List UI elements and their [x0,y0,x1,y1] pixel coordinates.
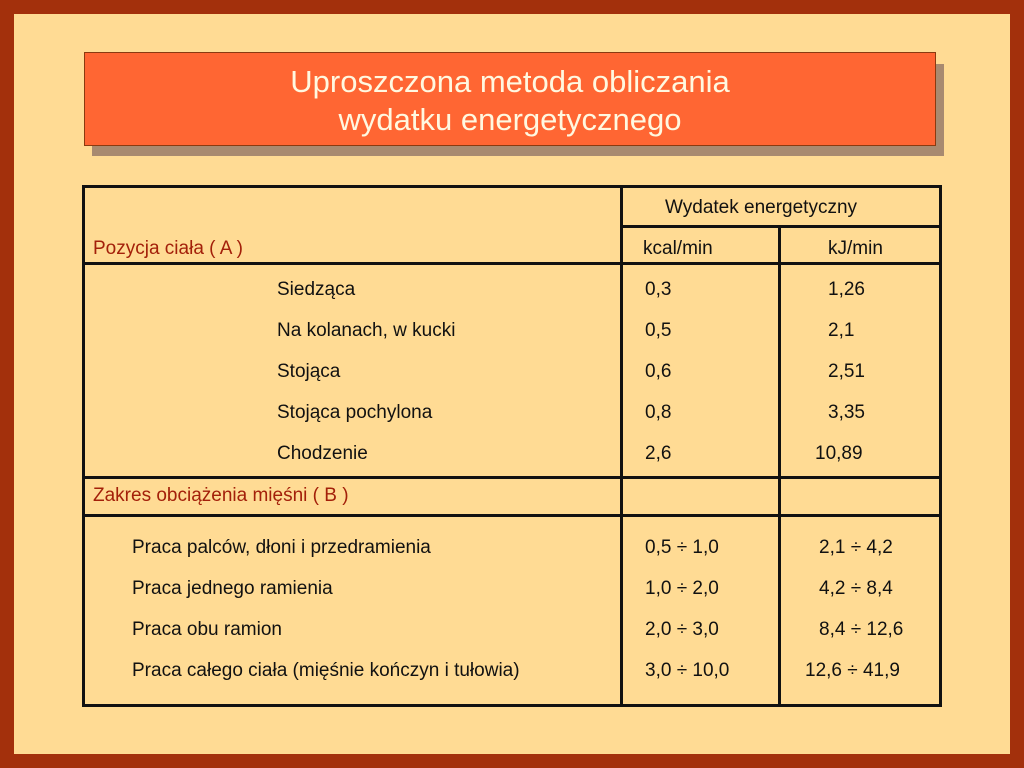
header-divider [85,262,942,265]
row-kj: 10,89 [815,443,863,464]
col-divider-1 [620,188,623,704]
row-kcal: 2,0 ÷ 3,0 [645,619,719,640]
row-kcal: 0,5 ÷ 1,0 [645,537,719,558]
section-b-label: Zakres obciążenia mięśni ( B ) [93,485,349,506]
col-header-kj: kJ/min [828,238,883,259]
group-header-divider [620,225,942,228]
row-kj: 4,2 ÷ 8,4 [819,578,893,599]
row-label: Praca całego ciała (mięśnie kończyn i tułowia) [132,660,520,681]
row-kcal: 0,3 [645,279,672,300]
row-kj: 2,1 [828,320,855,341]
row-kj: 8,4 ÷ 12,6 [819,619,904,640]
row-kcal: 0,6 [645,361,672,382]
row-kcal: 1,0 ÷ 2,0 [645,578,719,599]
col-divider-2 [778,225,781,704]
row-label: Praca obu ramion [132,619,282,640]
row-kj: 2,1 ÷ 4,2 [819,537,893,558]
title-line-1: Uproszczona metoda obliczania [290,64,730,99]
group-header: Wydatek energetyczny [665,197,858,218]
row-label: Stojąca [277,361,341,382]
section-b-top-divider [85,476,942,479]
row-label: Siedząca [277,279,356,300]
page-title [84,52,936,146]
row-label: Stojąca pochylona [277,402,433,423]
col-header-kcal: kcal/min [643,238,713,259]
row-kcal: 2,6 [645,443,672,464]
row-kj: 12,6 ÷ 41,9 [805,660,900,681]
row-kcal: 0,8 [645,402,672,423]
row-kj: 3,35 [828,402,865,423]
section-b-bottom-divider [85,514,942,517]
row-kcal: 0,5 [645,320,672,341]
row-label: Praca palców, dłoni i przedramienia [132,537,431,558]
title-line-2: wydatku energetycznego [338,102,682,137]
section-a-label: Pozycja ciała ( A ) [93,238,243,259]
row-label: Na kolanach, w kucki [277,320,456,341]
row-kcal: 3,0 ÷ 10,0 [645,660,730,681]
row-kj: 1,26 [828,279,865,300]
energy-table [82,185,942,707]
row-kj: 2,51 [828,361,865,382]
row-label: Chodzenie [277,443,368,464]
row-label: Praca jednego ramienia [132,578,333,599]
